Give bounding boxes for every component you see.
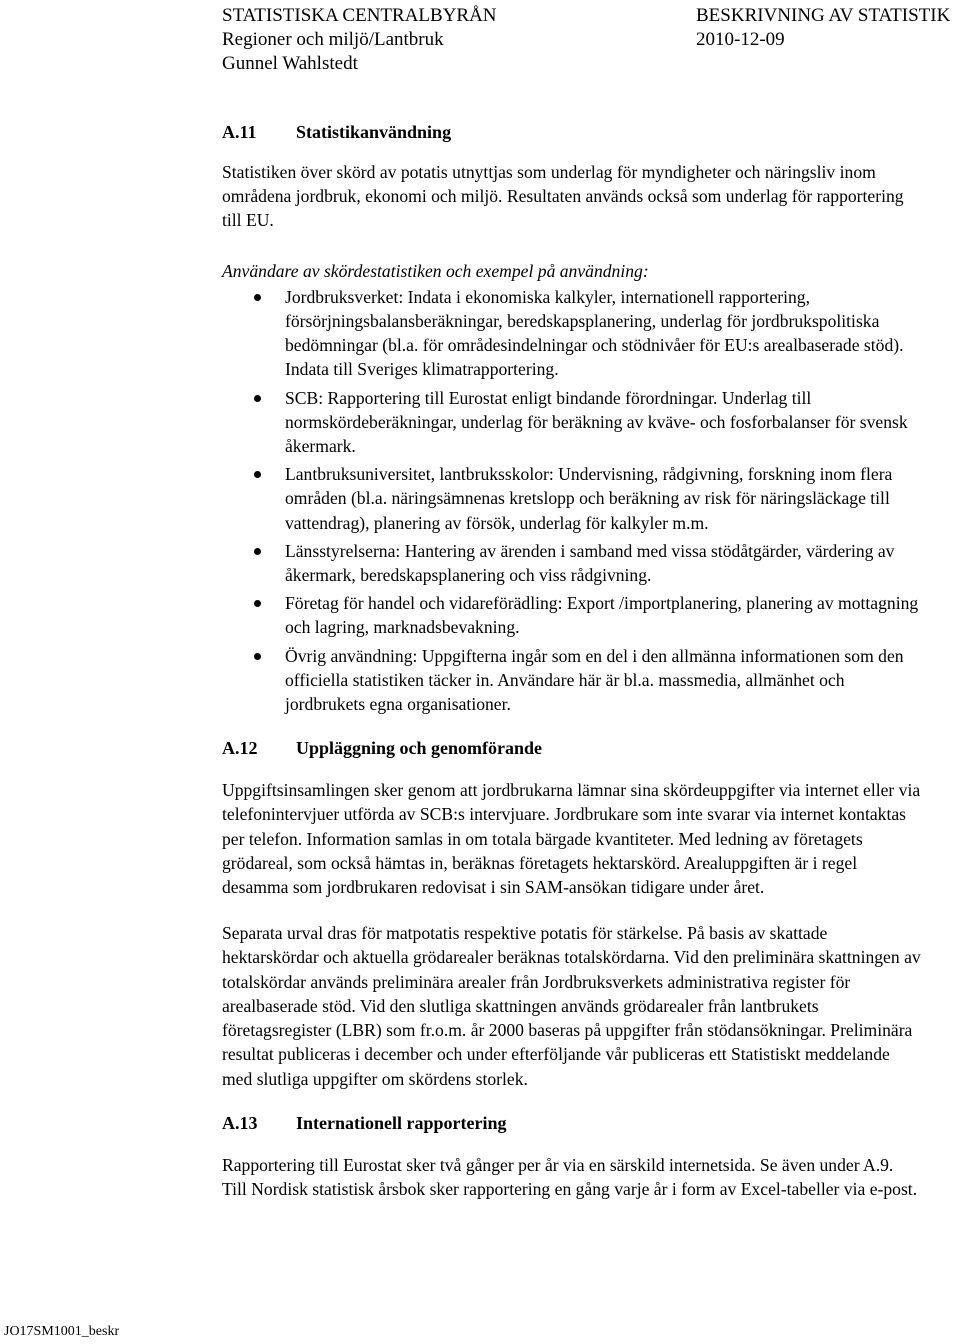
bullet-icon [254,653,261,660]
section-number: A.13 [222,1112,258,1133]
list-item: Lantbruksuniversitet, lantbruksskolor: Undervisning, rådgivning, forskning inom flera områden (bl.a. näringsämnenas kretslopp och beräkning av risk för näringsläckage till vattendrag), planering av försök, underlag för kalkyler m.m. [222,462,922,535]
list-item: SCB: Rapportering till Eurostat enligt bindande förordningar. Underlag till normskördeberäkningar, underlag för beräkning av kväve- och fosforbalanser för svensk åkermark. [222,386,922,459]
users-list [222,285,922,716]
bullet-icon [254,294,261,301]
section-heading-a12 [222,736,922,760]
paragraph: Separata urval dras för matpotatis respektive potatis för stärkelse. På basis av skattade hektarskördar och aktuella grödarealer beräknas totalskördarna. Vid den preliminära skattningen av totalskördar används preliminära arealer från Jordbruksverkets administrativa register för arealbaserade stöd. Vid den slutliga skattningen används grödarealer från lantbrukets företagsregister (LBR) som fr.o.m. år 2000 baseras på uppgifter från stödansökningar. Preliminära resultat publiceras i december och under efterföljande vår publiceras ett Statistiskt meddelande med slutliga uppgifter om skördens storlek. [222,923,921,1089]
bullet-icon [254,548,261,555]
bullet-icon [254,395,261,402]
section-title: Internationell rapportering [296,1112,507,1133]
header-title-right: BESKRIVNING AV STATISTIK [696,5,951,26]
list-item: Företag för handel och vidareförädling: Export /importplanering, planering av mottagning och lagring, marknadsbevakning. [222,591,922,639]
footer-code: JO17SM1001_beskr [4,1324,120,1339]
bullet-icon [254,471,261,478]
section-heading-a13 [222,1111,922,1135]
list-item: Jordbruksverket: Indata i ekonomiska kalkyler, internationell rapportering, försörjningsbalansberäkningar, beredskapsplanering, underlag för jordbrukspolitiska bedömningar (bl.a. för områdesindelningar och stödnivåer för EU:s arealbaserade stöd). Indata till Sveriges klimatrapportering. [222,285,922,382]
paragraph: Uppgiftsinsamlingen sker genom att jordbrukarna lämnar sina skördeuppgifter via internet eller via telefonintervjuer utförda av SCB:s intervjuare. Jordbrukare som inte svarar via internet kontaktas per telefon. Information samlas in om totala bärgade kvantiteter. Med ledning av företagets grödareal, som också hämtas in, beräknas företagets hektarskörd. Arealuppgiften är i regel desamma som jordbrukaren redovisat i sin SAM-ansökan tidigare under året. [222,780,921,898]
section-number: A.11 [222,122,257,142]
section-title: Statistikanvändning [296,122,452,142]
header-date: 2010-12-09 [696,29,785,50]
paragraph: Statistiken över skörd av potatis utnyttjas som underlag för myndigheter och näringsliv inom områdena jordbruk, ekonomi och miljö. Resultaten används också som underlag för rapportering till EU. [222,162,904,231]
header-dept: Regioner och miljö/Lantbruk [222,29,444,50]
bullet-icon [254,600,261,607]
paragraph: Rapportering till Eurostat sker två gånger per år via en särskild internetsida. Se även under A.9. Till Nordisk statistisk årsbok sker rapportering en gång varje år i form av Excel-tabeller via e-post. [222,1154,918,1199]
section-number: A.12 [222,738,258,759]
section-title: Uppläggning och genomförande [296,738,543,759]
users-intro: Användare av skördestatistiken och exempel på användning: [222,260,649,281]
document-body [222,120,922,1201]
header-org: STATISTISKA CENTRALBYRÅN [222,5,497,26]
section-heading-a11 [222,120,922,144]
list-item: Länsstyrelserna: Hantering av ärenden i samband med vissa stödåtgärder, värdering av åkermark, beredskapsplanering och viss rådgivning. [222,539,922,587]
header-author: Gunnel Wahlstedt [222,53,358,74]
list-item: Övrig användning: Uppgifterna ingår som en del i den allmänna informationen som den officiella statistiken täcker in. Användare här är bl.a. massmedia, allmänhet och jordbrukets egna organisationer. [222,644,922,717]
